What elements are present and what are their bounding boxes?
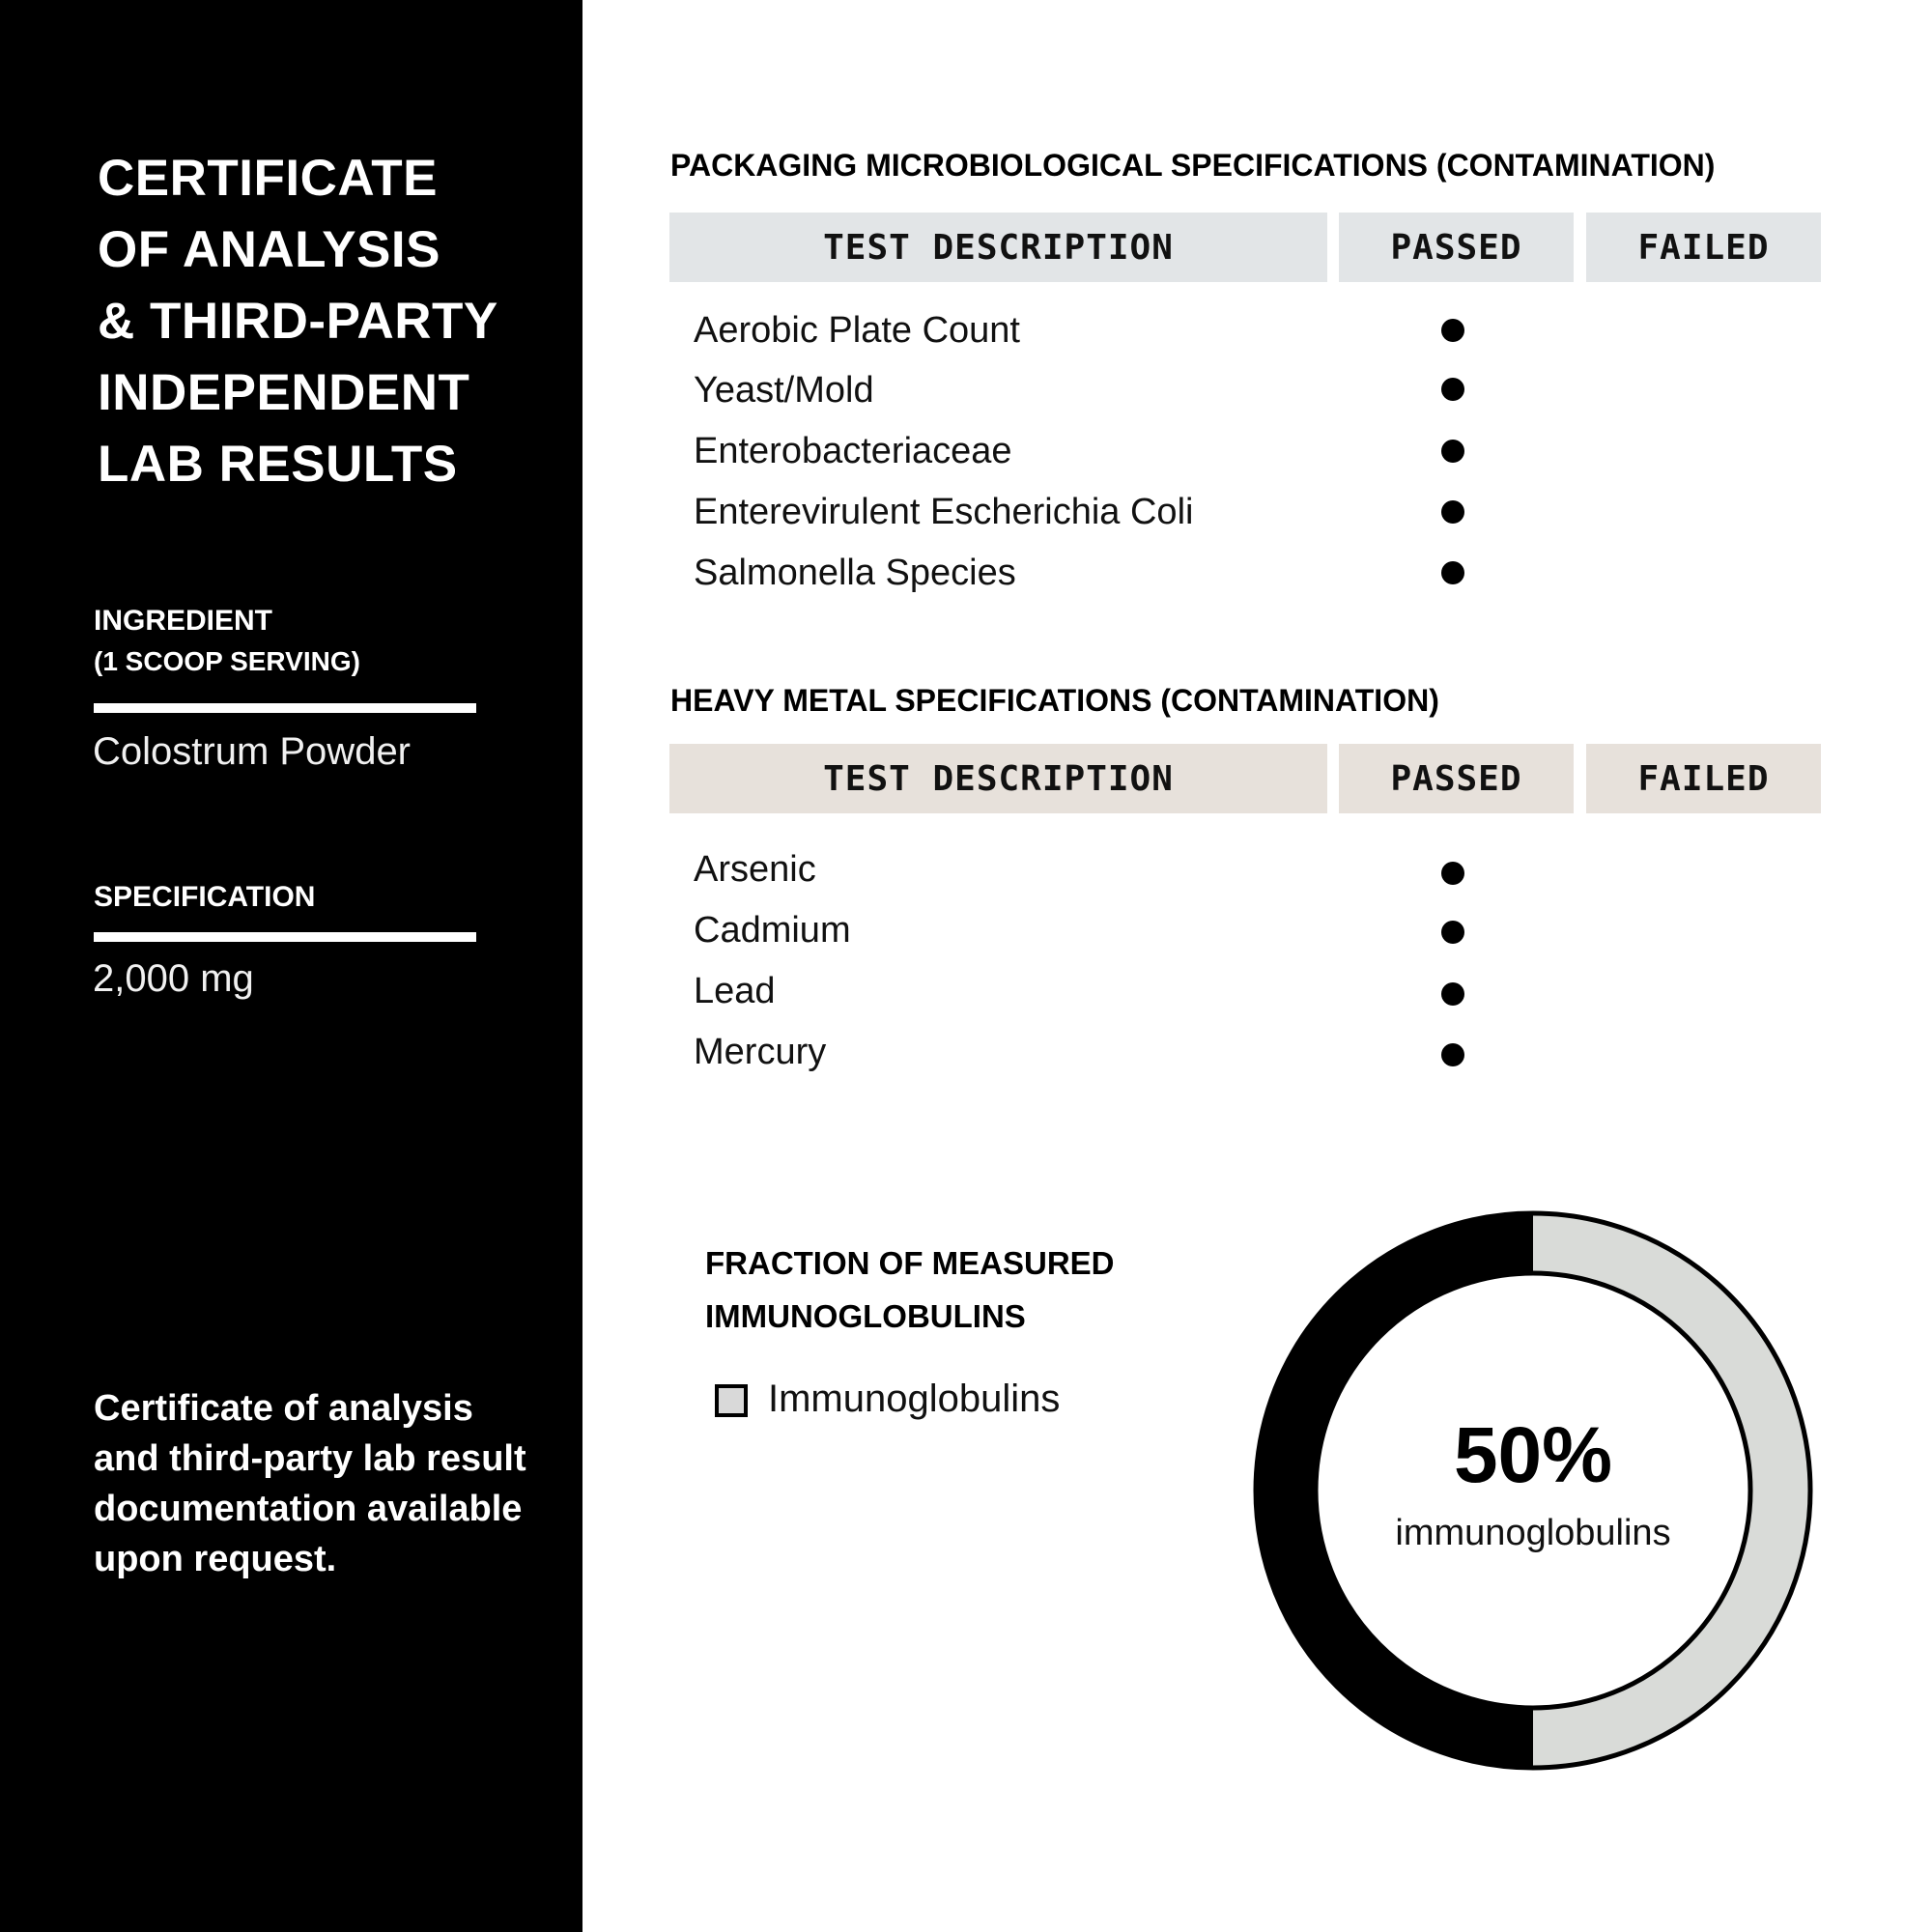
header-passed: PASSED [1339, 213, 1574, 282]
percent-label: immunoglobulins [1395, 1513, 1671, 1553]
title-line-2: OF ANALYSIS [98, 221, 440, 278]
passed-dot [1441, 440, 1464, 463]
fraction-title [705, 1236, 1115, 1343]
passed-dot [1441, 561, 1464, 584]
sidebar-panel [0, 0, 582, 1932]
passed-dot [1441, 500, 1464, 524]
passed-dot [1441, 1043, 1464, 1066]
passed-dot [1441, 921, 1464, 944]
specification-value: 2,000 mg [93, 957, 254, 1000]
page-title [98, 143, 561, 500]
legend-swatch [715, 1384, 748, 1417]
specification-divider [94, 932, 476, 942]
table-row-label: Salmonella Species [694, 553, 1016, 593]
title-line-3: & THIRD-PARTY [98, 293, 498, 350]
ingredient-divider [94, 703, 476, 713]
header-passed: PASSED [1339, 744, 1574, 813]
title-line-4: INDEPENDENT [98, 364, 470, 421]
passed-dot [1441, 982, 1464, 1006]
table-row-label: Lead [694, 971, 776, 1011]
ingredient-label [94, 601, 360, 682]
ingredient-value: Colostrum Powder [93, 730, 412, 773]
header-failed: FAILED [1586, 213, 1821, 282]
percent-value: 50% [1453, 1411, 1613, 1499]
heavy-metal-title: HEAVY METAL SPECIFICATIONS (CONTAMINATION) [670, 683, 1439, 718]
title-line-1: CERTIFICATE [98, 150, 438, 207]
ingredient-label-line-2: (1 SCOOP SERVING) [94, 646, 360, 676]
specification-label: SPECIFICATION [94, 881, 316, 913]
fraction-title-line-1: FRACTION OF MEASURED [705, 1245, 1115, 1281]
header-failed: FAILED [1586, 744, 1821, 813]
table-row-label: Aerobic Plate Count [694, 310, 1020, 351]
ingredient-label-line-1: INGREDIENT [94, 605, 273, 637]
table-row-label: Enterobacteriaceae [694, 431, 1012, 471]
table-row-label: Yeast/Mold [694, 370, 874, 411]
header-test-description: TEST DESCRIPTION [669, 213, 1327, 282]
table-row-label: Mercury [694, 1032, 827, 1072]
table-row-label: Cadmium [694, 910, 851, 951]
microbiological-title: PACKAGING MICROBIOLOGICAL SPECIFICATIONS (CONTAMINATION) [670, 148, 1716, 183]
title-line-5: LAB RESULTS [98, 436, 458, 493]
fraction-title-line-2: IMMUNOGLOBULINS [705, 1298, 1026, 1334]
table-row-label: Enterevirulent Escherichia Coli [694, 492, 1194, 532]
legend-label: Immunoglobulins [768, 1378, 1061, 1420]
passed-dot [1441, 319, 1464, 342]
availability-note: Certificate of analysis and third-party lab result documentation available upon request. [94, 1388, 526, 1579]
header-test-description: TEST DESCRIPTION [669, 744, 1327, 813]
table-row-label: Arsenic [694, 849, 816, 890]
passed-dot [1441, 378, 1464, 401]
passed-dot [1441, 862, 1464, 885]
